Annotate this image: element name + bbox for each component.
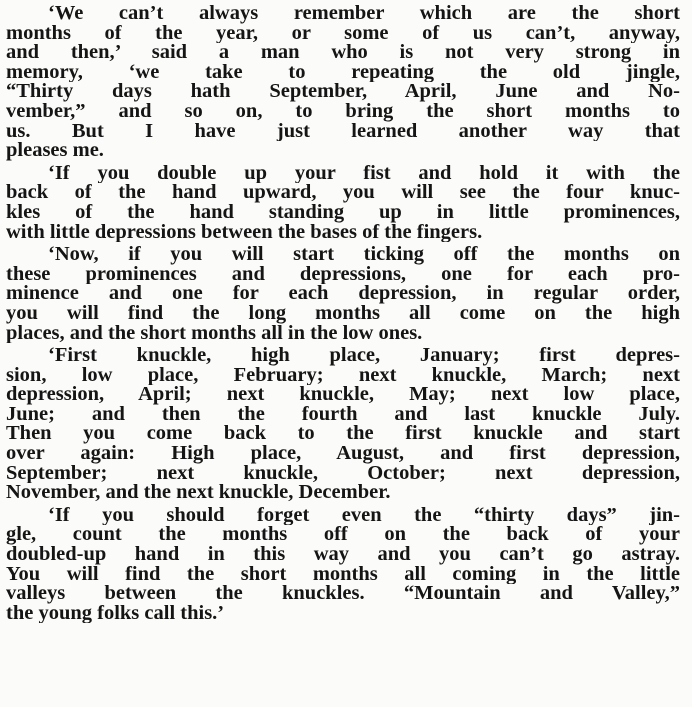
text-line: ‘First knuckle, high place, January; first depres-: [48, 346, 680, 366]
text-line: valleys between the knuckles. “Mountain and Valley,”: [6, 584, 680, 604]
text-line: September; next knuckle, October; next depression,: [6, 463, 680, 484]
text-line: doubled-up hand in this way and you can’t go astray.: [6, 545, 680, 565]
article-column: [6, 4, 680, 626]
text-line: You will find the short months all coming in the little: [6, 564, 680, 585]
paragraph-1: [6, 4, 680, 161]
text-line: ‘If you should forget even the “thirty days” jin-: [48, 505, 680, 526]
text-line: with little depressions between the bases of the fingers.: [6, 222, 483, 243]
text-line: November, and the next knuckle, December.: [6, 483, 391, 503]
text-line: pleases me.: [6, 141, 104, 161]
text-line: memory, ‘we take to repeating the old jingle,: [6, 62, 680, 83]
text-line: “Thirty days hath September, April, June and No-: [6, 82, 680, 102]
paragraph-2: [6, 164, 680, 242]
text-line: you will find the long months all come on the high: [6, 303, 680, 324]
text-line: back of the hand upward, you will see the four knuc-: [6, 183, 680, 203]
text-line: sion, low place, February; next knuckle, March; next: [6, 365, 680, 386]
text-line: gle, count the months off on the back of your: [6, 525, 680, 546]
text-line: ‘If you double up your fist and hold it with the: [48, 163, 680, 184]
text-line: depression, April; next knuckle, May; next low place,: [6, 385, 680, 405]
text-line: vember,” and so on, to bring the short months to: [6, 101, 680, 122]
text-line: places, and the short months all in the low ones.: [6, 323, 423, 344]
text-line: Then you come back to the first knuckle and start: [6, 424, 680, 445]
text-line: June; and then the fourth and last knuckle July.: [6, 404, 680, 425]
paragraph-3: [6, 245, 680, 343]
text-line: months of the year, or some of us can’t, anyway,: [6, 23, 680, 44]
text-line: and then,’ said a man who is not very strong in: [6, 43, 680, 63]
text-line: us. But I have just learned another way that: [6, 121, 680, 142]
text-line: ‘Now, if you will start ticking off the months on: [48, 245, 680, 265]
paragraph-5: [6, 506, 680, 624]
text-line: the young folks call this.’: [6, 603, 225, 624]
text-line: minence and one for each depression, in regular order,: [6, 284, 680, 304]
text-line: these prominences and depressions, one for each pro-: [6, 264, 680, 285]
text-line: over again: High place, August, and first depression,: [6, 444, 680, 464]
text-line: ‘We can’t always remember which are the short: [48, 4, 680, 24]
paragraph-4: [6, 346, 680, 503]
text-line: kles of the hand standing up in little prominences,: [6, 202, 680, 223]
